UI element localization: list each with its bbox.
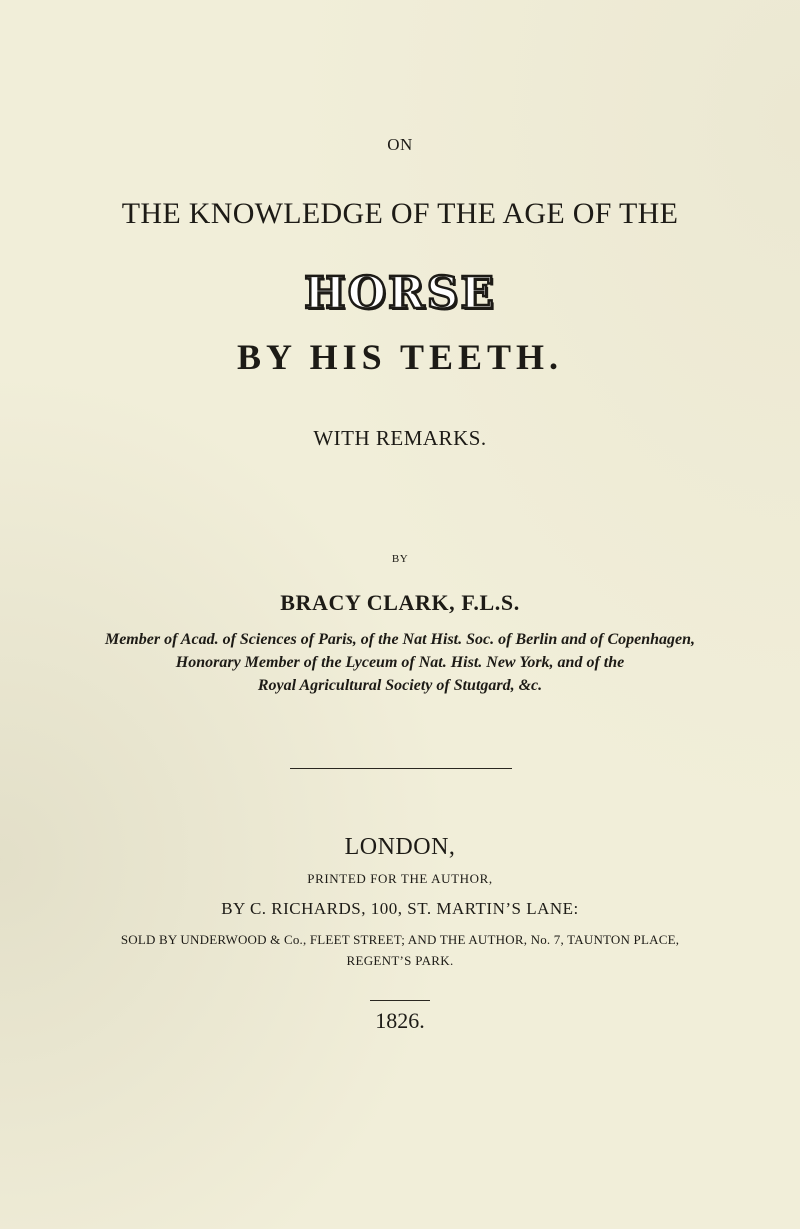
imprint-sold-by-continued: REGENT’S PARK.	[346, 953, 454, 968]
author-credential-line: Royal Agricultural Society of Stutgard, &c.	[257, 677, 543, 694]
year-rule	[370, 1000, 430, 1001]
title-prefix: ON	[387, 135, 413, 154]
divider-rule	[290, 768, 512, 769]
subtitle-remarks: WITH REMARKS.	[313, 426, 487, 450]
imprint-sold-by: SOLD BY UNDERWOOD & Co., FLEET STREET; AND THE AUTHOR, No. 7, TAUNTON PLACE,	[120, 932, 680, 947]
publication-year: 1826.	[375, 1008, 425, 1033]
title-line-knowledge: THE KNOWLEDGE OF THE AGE OF THE	[121, 197, 679, 230]
title-horse: HORSE	[304, 268, 496, 319]
imprint-printer: BY C. RICHARDS, 100, ST. MARTIN’S LANE:	[221, 899, 579, 918]
by-label: BY	[391, 553, 409, 565]
author-name: BRACY CLARK, F.L.S.	[280, 590, 520, 615]
imprint-city: LONDON,	[344, 834, 456, 860]
imprint-printed-for: PRINTED FOR THE AUTHOR,	[307, 871, 493, 886]
title-line-teeth: BY HIS TEETH.	[236, 337, 564, 377]
author-credential-line: Honorary Member of the Lyceum of Nat. Hist. New York, and of the	[175, 654, 625, 671]
author-credential-line: Member of Acad. of Sciences of Paris, of the Nat Hist. Soc. of Berlin and of Copenhagen,	[104, 631, 696, 648]
